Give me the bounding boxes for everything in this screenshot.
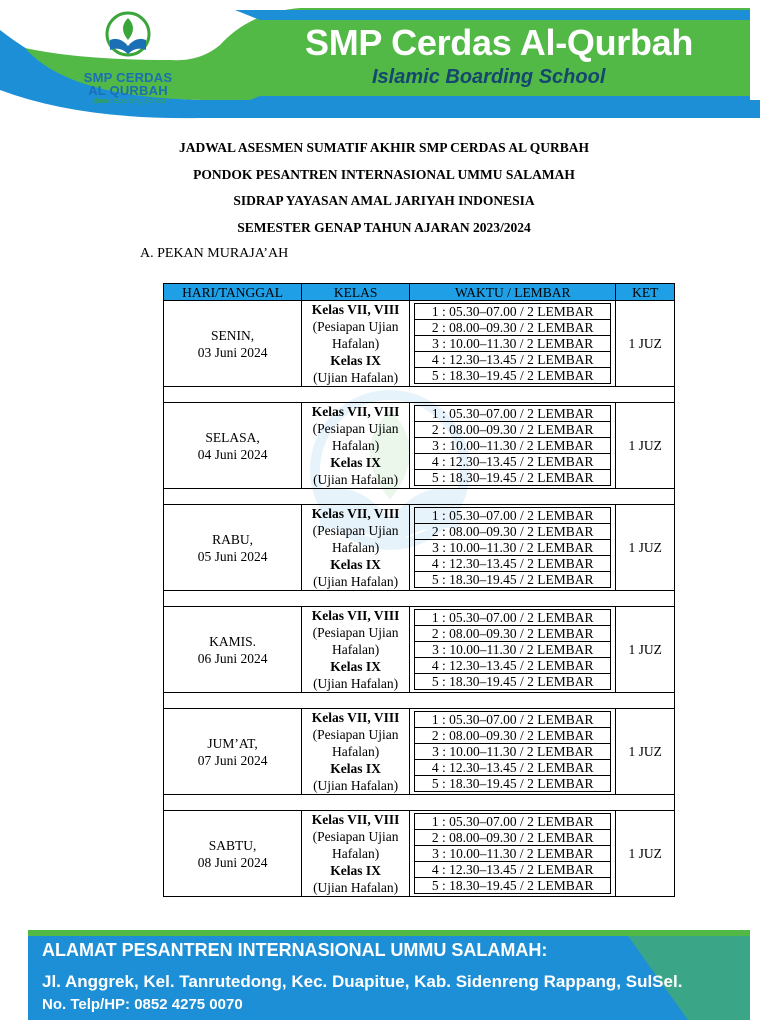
time-slot-list	[414, 813, 611, 894]
ket-cell: 1 JUZ	[616, 811, 675, 897]
kelas-group-1: Kelas VII, VIII	[311, 302, 400, 317]
table-row	[164, 403, 675, 489]
day-date: 04 Juni 2024	[197, 446, 268, 462]
logo-emblem-icon	[98, 10, 158, 66]
time-slot-row	[415, 524, 611, 540]
ket-cell: 1 JUZ	[616, 607, 675, 693]
time-slot: 3 : 10.00–11.30 / 2 LEMBAR	[415, 540, 611, 556]
time-slot: 4 : 12.30–13.45 / 2 LEMBAR	[415, 454, 611, 470]
time-slot: 3 : 10.00–11.30 / 2 LEMBAR	[415, 744, 611, 760]
spacer-row	[164, 693, 675, 709]
kelas-group-1: Kelas VII, VIII	[311, 506, 400, 521]
day-name: SELASA,	[205, 429, 260, 445]
kelas-group-1-note: (Pesiapan Ujian Hafalan)	[312, 523, 399, 555]
kelas-group-1: Kelas VII, VIII	[311, 812, 400, 827]
header-waktu-lembar: WAKTU / LEMBAR	[410, 284, 616, 301]
time-slot-row	[415, 862, 611, 878]
time-slot-row	[415, 642, 611, 658]
day-date: 03 Juni 2024	[197, 344, 268, 360]
header-hari-tanggal: HARI/TANGGAL	[164, 284, 302, 301]
time-slot-row	[415, 610, 611, 626]
kelas-group-1: Kelas VII, VIII	[311, 710, 400, 725]
waktu-cell	[410, 709, 616, 795]
kelas-group-2-note: (Ujian Hafalan)	[313, 370, 399, 385]
kelas-group-2: Kelas IX	[330, 353, 381, 368]
time-slot: 3 : 10.00–11.30 / 2 LEMBAR	[415, 336, 611, 352]
time-slot-row	[415, 626, 611, 642]
time-slot-row	[415, 470, 611, 486]
kelas-group-2: Kelas IX	[330, 761, 381, 776]
ket-cell: 1 JUZ	[616, 505, 675, 591]
day-cell	[164, 709, 302, 795]
time-slot: 2 : 08.00–09.30 / 2 LEMBAR	[415, 830, 611, 846]
time-slot: 5 : 18.30–19.45 / 2 LEMBAR	[415, 368, 611, 384]
day-cell	[164, 811, 302, 897]
waktu-cell	[410, 607, 616, 693]
table-row	[164, 505, 675, 591]
header-ket: KET	[616, 284, 675, 301]
time-slot: 3 : 10.00–11.30 / 2 LEMBAR	[415, 438, 611, 454]
section-label: A. PEKAN MURAJA’AH	[140, 246, 289, 261]
time-slot: 4 : 12.30–13.45 / 2 LEMBAR	[415, 658, 611, 674]
time-slot: 1 : 05.30–07.00 / 2 LEMBAR	[415, 304, 611, 320]
spacer-cell	[164, 693, 675, 709]
schedule-body	[164, 301, 675, 897]
kelas-cell	[302, 403, 410, 489]
time-slot: 3 : 10.00–11.30 / 2 LEMBAR	[415, 642, 611, 658]
table-row	[164, 607, 675, 693]
kelas-group-2-note: (Ujian Hafalan)	[313, 778, 399, 793]
time-slot-row	[415, 878, 611, 894]
kelas-group-2-note: (Ujian Hafalan)	[313, 574, 399, 589]
time-slot-row	[415, 846, 611, 862]
time-slot-row	[415, 572, 611, 588]
kelas-group-1-note: (Pesiapan Ujian Hafalan)	[312, 319, 399, 351]
school-name: SMP Cerdas Al-Qurbah	[305, 22, 694, 63]
time-slot: 5 : 18.30–19.45 / 2 LEMBAR	[415, 776, 611, 792]
document-title-line-4: SEMESTER GENAP TAHUN AJARAN 2023/2024	[237, 220, 531, 235]
ket-cell: 1 JUZ	[616, 403, 675, 489]
spacer-cell	[164, 387, 675, 403]
kelas-cell	[302, 607, 410, 693]
kelas-group-2-note: (Ujian Hafalan)	[313, 880, 399, 895]
day-name: SABTU,	[208, 837, 257, 853]
time-slot-row	[415, 712, 611, 728]
kelas-cell	[302, 811, 410, 897]
kelas-cell	[302, 301, 410, 387]
kelas-group-1-note: (Pesiapan Ujian Hafalan)	[312, 421, 399, 453]
time-slot: 3 : 10.00–11.30 / 2 LEMBAR	[415, 846, 611, 862]
time-slot-row	[415, 438, 611, 454]
waktu-cell	[410, 811, 616, 897]
time-slot: 2 : 08.00–09.30 / 2 LEMBAR	[415, 320, 611, 336]
time-slot: 4 : 12.30–13.45 / 2 LEMBAR	[415, 862, 611, 878]
time-slot-row	[415, 728, 611, 744]
kelas-group-2: Kelas IX	[330, 659, 381, 674]
table-row	[164, 301, 675, 387]
day-date: 05 Juni 2024	[197, 548, 268, 564]
kelas-group-1-note: (Pesiapan Ujian Hafalan)	[312, 829, 399, 861]
kelas-group-2-note: (Ujian Hafalan)	[313, 676, 399, 691]
ket-cell: 1 JUZ	[616, 709, 675, 795]
document-title-line-2: PONDOK PESANTREN INTERNASIONAL UMMU SALAMAH	[193, 167, 575, 182]
time-slot-row	[415, 674, 611, 690]
time-slot: 4 : 12.30–13.45 / 2 LEMBAR	[415, 760, 611, 776]
time-slot-row	[415, 776, 611, 792]
time-slot: 5 : 18.30–19.45 / 2 LEMBAR	[415, 674, 611, 690]
document-title-line-1: JADWAL ASESMEN SUMATIF AKHIR SMP CERDAS AL QURBAH	[179, 140, 589, 155]
day-cell	[164, 505, 302, 591]
time-slot: 1 : 05.30–07.00 / 2 LEMBAR	[415, 712, 611, 728]
time-slot-row	[415, 422, 611, 438]
time-slot-row	[415, 540, 611, 556]
day-name: SENIN,	[211, 327, 255, 343]
time-slot-row	[415, 336, 611, 352]
kelas-group-2: Kelas IX	[330, 557, 381, 572]
spacer-cell	[164, 591, 675, 607]
time-slot: 2 : 08.00–09.30 / 2 LEMBAR	[415, 524, 611, 540]
time-slot: 1 : 05.30–07.00 / 2 LEMBAR	[415, 610, 611, 626]
time-slot: 5 : 18.30–19.45 / 2 LEMBAR	[415, 572, 611, 588]
waktu-cell	[410, 403, 616, 489]
time-slot-row	[415, 454, 611, 470]
kelas-cell	[302, 709, 410, 795]
time-slot-list	[414, 609, 611, 690]
table-row	[164, 709, 675, 795]
time-slot: 2 : 08.00–09.30 / 2 LEMBAR	[415, 626, 611, 642]
day-cell	[164, 607, 302, 693]
spacer-cell	[164, 795, 675, 811]
time-slot: 1 : 05.30–07.00 / 2 LEMBAR	[415, 406, 611, 422]
time-slot-row	[415, 352, 611, 368]
waktu-cell	[410, 505, 616, 591]
time-slot: 5 : 18.30–19.45 / 2 LEMBAR	[415, 878, 611, 894]
time-slot-row	[415, 368, 611, 384]
time-slot: 1 : 05.30–07.00 / 2 LEMBAR	[415, 814, 611, 830]
day-date: 06 Juni 2024	[197, 650, 268, 666]
day-date: 08 Juni 2024	[197, 854, 268, 870]
day-cell	[164, 403, 302, 489]
time-slot: 2 : 08.00–09.30 / 2 LEMBAR	[415, 728, 611, 744]
footer-phone: No. Telp/HP: 0852 4275 0070	[42, 996, 243, 1013]
day-name: RABU,	[212, 531, 254, 547]
time-slot-row	[415, 658, 611, 674]
logo-line-1: SMP CERDAS	[83, 70, 173, 85]
footer-address: Jl. Anggrek, Kel. Tanrutedong, Kec. Duapitue, Kab. Sidenreng Rappang, SulSel.	[42, 972, 683, 991]
kelas-group-1: Kelas VII, VIII	[311, 404, 400, 419]
logo-line-3: Islamic Boarding School	[90, 98, 166, 105]
time-slot-list	[414, 303, 611, 384]
schedule-table	[163, 283, 675, 897]
spacer-row	[164, 795, 675, 811]
spacer-row	[164, 387, 675, 403]
document-title-line-3: SIDRAP YAYASAN AMAL JARIYAH INDONESIA	[233, 193, 535, 208]
time-slot: 5 : 18.30–19.45 / 2 LEMBAR	[415, 470, 611, 486]
time-slot-row	[415, 814, 611, 830]
header-kelas: KELAS	[302, 284, 410, 301]
kelas-group-1: Kelas VII, VIII	[311, 608, 400, 623]
day-name: JUM’AT,	[207, 735, 258, 751]
letterhead-footer	[28, 930, 750, 1020]
time-slot-row	[415, 508, 611, 524]
time-slot-list	[414, 405, 611, 486]
logo-line-2: AL QURBAH	[88, 83, 168, 98]
waktu-cell	[410, 301, 616, 387]
letterhead-header	[0, 0, 768, 130]
time-slot: 2 : 08.00–09.30 / 2 LEMBAR	[415, 422, 611, 438]
day-name: KAMIS.	[209, 633, 257, 649]
kelas-group-1-note: (Pesiapan Ujian Hafalan)	[312, 727, 399, 759]
school-subtitle: Islamic Boarding School	[372, 66, 606, 88]
time-slot-row	[415, 760, 611, 776]
day-date: 07 Juni 2024	[197, 752, 268, 768]
spacer-row	[164, 591, 675, 607]
school-logo	[76, 10, 180, 110]
time-slot-row	[415, 556, 611, 572]
time-slot: 1 : 05.30–07.00 / 2 LEMBAR	[415, 508, 611, 524]
table-row	[164, 811, 675, 897]
day-cell	[164, 301, 302, 387]
time-slot-list	[414, 711, 611, 792]
time-slot-list	[414, 507, 611, 588]
time-slot-row	[415, 304, 611, 320]
kelas-group-1-note: (Pesiapan Ujian Hafalan)	[312, 625, 399, 657]
table-header-row	[164, 284, 675, 301]
kelas-group-2: Kelas IX	[330, 863, 381, 878]
footer-address-title: ALAMAT PESANTREN INTERNASIONAL UMMU SALAMAH:	[42, 940, 548, 960]
time-slot: 4 : 12.30–13.45 / 2 LEMBAR	[415, 352, 611, 368]
time-slot-row	[415, 406, 611, 422]
kelas-group-2: Kelas IX	[330, 455, 381, 470]
spacer-row	[164, 489, 675, 505]
time-slot-row	[415, 320, 611, 336]
time-slot: 4 : 12.30–13.45 / 2 LEMBAR	[415, 556, 611, 572]
spacer-cell	[164, 489, 675, 505]
time-slot-row	[415, 830, 611, 846]
kelas-cell	[302, 505, 410, 591]
time-slot-row	[415, 744, 611, 760]
kelas-group-2-note: (Ujian Hafalan)	[313, 472, 399, 487]
ket-cell: 1 JUZ	[616, 301, 675, 387]
